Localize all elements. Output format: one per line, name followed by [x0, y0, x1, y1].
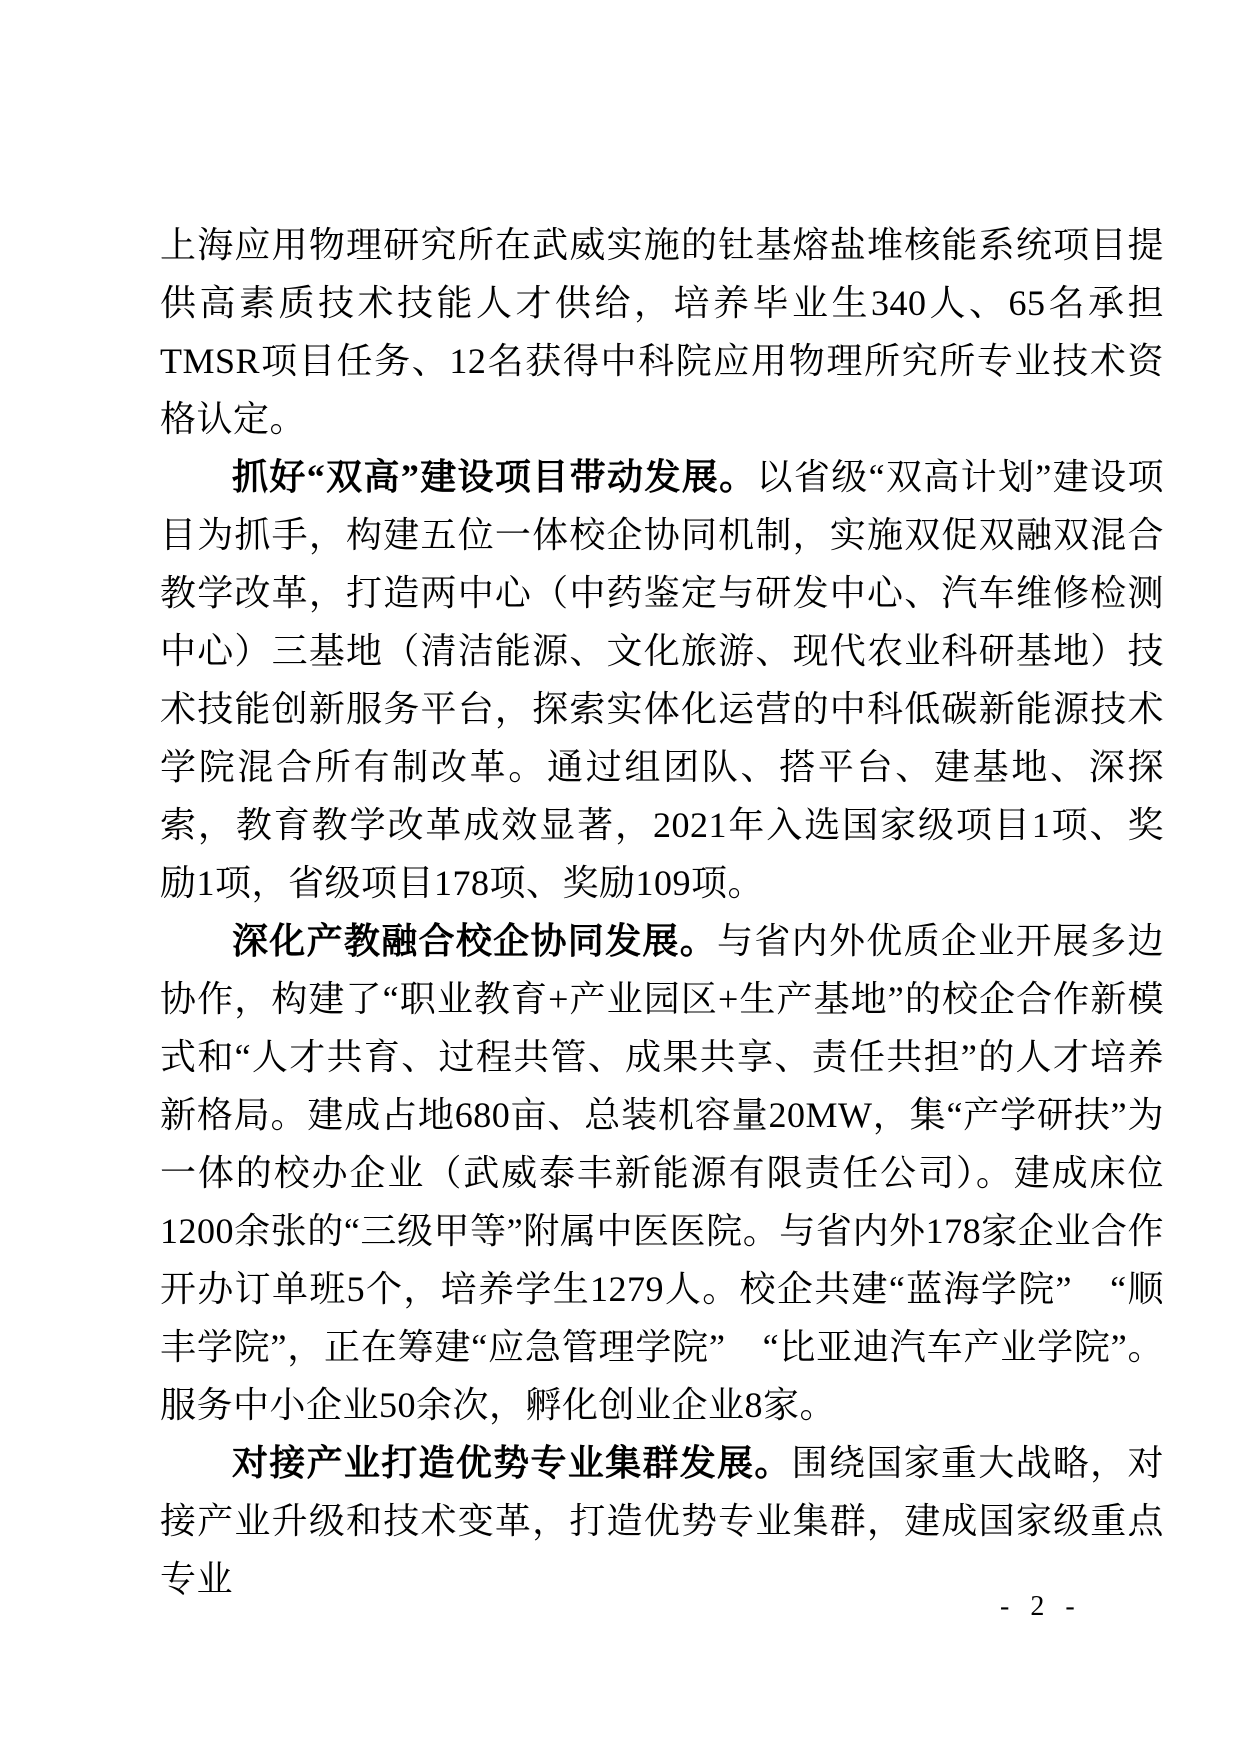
page-number: - 2 - — [1000, 1591, 1077, 1622]
paragraph-lead: 对接产业打造优势专业集群发展。 — [232, 1443, 792, 1483]
paragraph-text: 与省内外优质企业开展多边协作，构建了“职业教育+产业园区+生产基地”的校企合作新模式和“人才共育、过程共管、成果共享、责任共担”的人才培养新格局。建成占地680亩、总装机容量20MW，集“产学研扶”为一体的校办企业（武威泰丰新能源有限责任公司）。建成床位1200余张的“三级甲等”附属中医医院。与省内外178家企业合作开办订单班5个，培养学生1279人。校企共建“蓝海学院” “顺丰学院”，正在筹建“应急管理学院” “比亚迪汽车产业学院”。服务中小企业50余次，孵化创业企业8家。 — [160, 921, 1164, 1425]
paragraph-lead: 抓好“双高”建设项目带动发展。 — [232, 457, 757, 497]
paragraph — [160, 1434, 1164, 1608]
paragraph-text: 围绕国家重大战略，对接产业升级和技术变革，打造优势专业集群，建成国家级重点专业 — [160, 1443, 1164, 1599]
page-body-text — [160, 216, 1164, 1608]
paragraph-lead: 深化产教融合校企协同发展。 — [232, 921, 718, 961]
paragraph — [160, 216, 1164, 448]
paragraph — [160, 448, 1164, 912]
paragraph-text: 以省级“双高计划”建设项目为抓手，构建五位一体校企协同机制，实施双促双融双混合教学改革，打造两中心（中药鉴定与研发中心、汽车维修检测中心）三基地（清洁能源、文化旅游、现代农业科研基地）技术技能创新服务平台，探索实体化运营的中科低碳新能源技术学院混合所有制改革。通过组团队、搭平台、建基地、深探索，教育教学改革成效显著，2021年入选国家级项目1项、奖励1项，省级项目178项、奖励109项。 — [160, 457, 1164, 903]
paragraph-text: 上海应用物理研究所在武威实施的钍基熔盐堆核能系统项目提供高素质技术技能人才供给，培养毕业生340人、65名承担TMSR项目任务、12名获得中科院应用物理所究所专业技术资格认定。 — [160, 225, 1164, 439]
paragraph — [160, 912, 1164, 1434]
